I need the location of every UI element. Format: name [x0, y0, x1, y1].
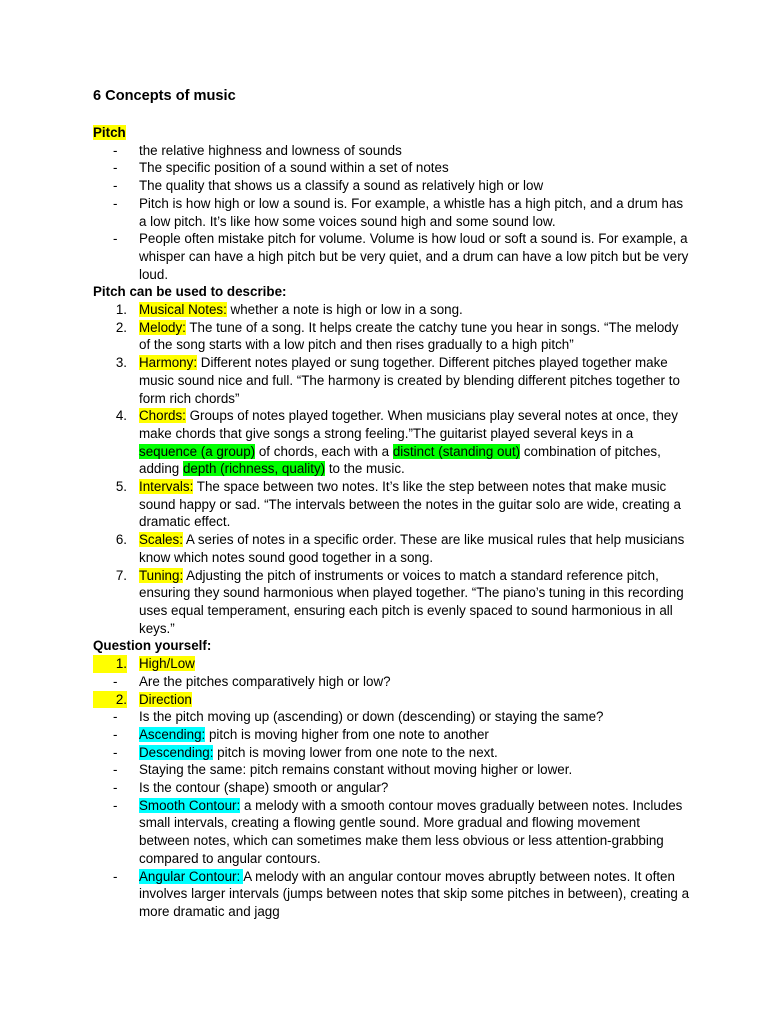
page-title: 6 Concepts of music — [93, 88, 236, 104]
describe-numbered-list — [93, 301, 693, 637]
term-angular-contour: Angular Contour: — [139, 868, 244, 884]
list-item: 3. Harmony: Different notes played or sung together. Different pitches played together make music sound nice and full. “The harmony is created by blending different pitches together to form rich chords” — [115, 355, 680, 406]
list-item: 5. Intervals: The space between two notes. It’s like the step between notes that make music sound happy or sad. “The intervals between the notes in the guitar solo are wide, creating a dramatic effect. — [115, 479, 681, 530]
list-item: - Pitch is how high or low a sound is. For example, a whistle has a high pitch, and a drum has a low pitch. It’s like how some voices sound high and some sound low. — [113, 195, 684, 229]
pitch-heading — [93, 124, 693, 142]
term-ascending: Ascending: — [139, 726, 206, 742]
list-item: 2. Direction — [93, 691, 693, 709]
term-tuning: Tuning: — [139, 567, 184, 583]
highlight-sequence: sequence (a group) — [139, 443, 256, 459]
term-descending: Descending: — [139, 744, 214, 760]
pitch-bullet-list — [93, 142, 693, 284]
document-content — [93, 86, 693, 921]
term-musical-notes: Musical Notes: — [139, 302, 227, 318]
list-item: - Is the pitch moving up (ascending) or down (descending) or staying the same? — [113, 709, 604, 725]
list-item: - Is the contour (shape) smooth or angular? — [113, 780, 389, 796]
topic-high-low: High/Low — [139, 656, 195, 672]
list-item: - The quality that shows us a classify a sound as relatively high or low — [113, 178, 544, 194]
topic-direction: Direction — [139, 691, 192, 707]
list-item: - Ascending: pitch is moving higher from one note to another — [113, 726, 489, 742]
list-item: - The specific position of a sound within a set of notes — [113, 160, 449, 176]
list-item: 1. Musical Notes: whether a note is high or low in a song. — [115, 302, 463, 318]
list-item: 2. Melody: The tune of a song. It helps create the catchy tune you hear in songs. “The melody of the song starts with a low pitch and then rises gradually to a high pitch” — [115, 319, 679, 353]
list-item: 6. Scales: A series of notes in a specific order. These are like musical rules that help musicians know which notes sound good together in a song. — [115, 532, 685, 565]
list-item: - Staying the same: pitch remains constant without moving higher or lower. — [113, 762, 573, 778]
list-item: - Smooth Contour: a melody with a smooth contour moves gradually between notes. Includes small intervals, creating a flowing gentle sound. More gradual and flowing movement between notes, which can sometimes make them less obvious or less attention-grabbing compared to angular contours. — [113, 797, 683, 866]
list-item: - Are the pitches comparatively high or low? — [113, 673, 391, 689]
term-chords: Chords: — [139, 408, 186, 424]
term-smooth-contour: Smooth Contour: — [139, 797, 241, 813]
list-item: - Descending: pitch is moving lower from one note to the next. — [113, 744, 498, 760]
term-scales: Scales: — [139, 532, 183, 548]
list-item: 1. High/Low — [93, 655, 693, 673]
term-intervals: Intervals: — [139, 479, 194, 495]
pitch-heading-text: Pitch — [93, 125, 126, 140]
describe-heading: Pitch can be used to describe: — [93, 284, 287, 300]
term-harmony: Harmony: — [139, 355, 198, 371]
question-heading: Question yourself: — [93, 638, 212, 654]
question-list — [93, 655, 693, 921]
list-item: - People often mistake pitch for volume. Volume is how loud or soft a sound is. For example, a whisper can have a high pitch but be very quiet, and a drum can have a low pitch but be very loud. — [113, 231, 689, 282]
list-item: 4. Chords: Groups of notes played together. When musicians play several notes at once, they make chords that give songs a strong feeling.”The guitarist played several keys in a sequence (a group) of chords, each with a distinct (standing out) combination of pitches, adding depth (richness, quality) to the music. — [115, 408, 678, 477]
list-item: - the relative highness and lowness of sounds — [113, 142, 402, 158]
term-melody: Melody: — [139, 319, 186, 335]
highlight-depth: depth (richness, quality) — [182, 461, 326, 477]
highlight-distinct: distinct (standing out) — [392, 443, 521, 459]
list-item: 7. Tuning: Adjusting the pitch of instruments or voices to match a standard reference pitch, ensuring they sound harmonious when played together. “The piano’s tuning in this recording uses equal temperament, ensuring each pitch is evenly spaced to sound harmonious in all keys.” — [115, 567, 684, 636]
list-item: - Angular Contour: A melody with an angular contour moves abruptly between notes. It often involves larger intervals (jumps between notes that skip some pitches in between), creating a more dramatic and jagg — [113, 868, 690, 919]
